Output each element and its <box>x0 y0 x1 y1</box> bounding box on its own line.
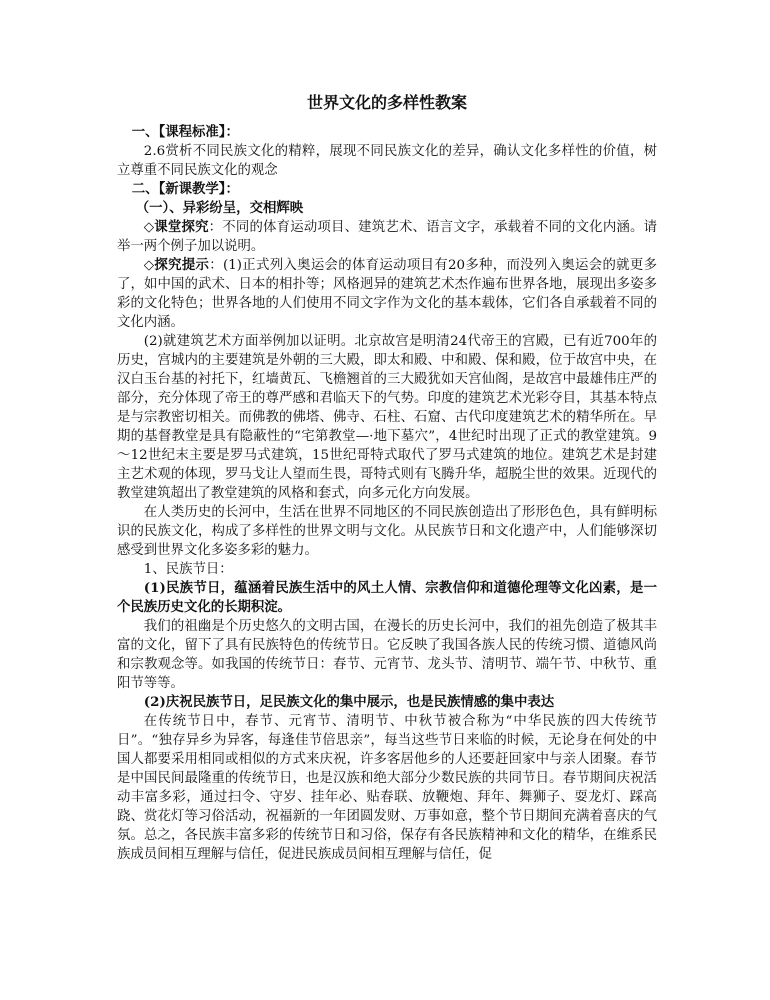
history-paragraph: 在人类历史的长河中，生活在世界不同地区的不同民族创造出了形形色色，具有鲜明标识的民族文化，构成了多样性的世界文明与文化。从民族节日和文化遗产中，人们能够深切感受到世界文化多姿多彩的魅力。 <box>117 505 657 558</box>
festival-point-2: (2)庆祝民族节日，足民族文化的集中展示，也是民族情感的集中表达 <box>143 694 555 710</box>
classroom-exploration-text: ：不同的体育运动项目、建筑艺术、语言文字，承载着不同的文化内涵。请举一两个例子加以说明。 <box>117 220 657 254</box>
exploration-hint-label: ◇探究提示 <box>143 257 210 273</box>
festival-point-1: (1)民族节日，蕴涵着民族生活中的风土人情、宗教信仰和道德伦理等文化凶素，是一个民族历史文化的长期积淀。 <box>117 580 657 615</box>
document-page <box>117 92 657 864</box>
subsection-heading-diversity: （一）、异彩纷呈，交相辉映 <box>135 200 304 216</box>
festival-paragraph-1: 我们的祖幽是个历史悠久的文明古国，在漫长的历史长河中，我们的祖先创造了极其丰富的文化，留下了具有民族特色的传统节日。它反映了我国各族人民的传统习惯、道德风尚和宗教观念等。如我国的传统节日：春节、元宵节、龙头节、清明节、端午节、中秋节、重阳节等等。 <box>117 619 657 691</box>
exploration-hint-paragraph <box>117 256 657 332</box>
classroom-exploration-paragraph <box>117 218 657 256</box>
classroom-exploration-label: ◇课堂探究 <box>143 219 209 235</box>
festival-paragraph-2: 在传统节日中，春节、元宵节、清明节、中秋节被合称为“中华民族的四大传统节日”。“独存异乡为异客，每逢佳节倍思亲”，每当这些节日来临的时候，无论身在何处的中国人都要采用相同或相似的方式来庆祝，许多客居他乡的人还要赶回家中与亲人团聚。春节是中国民间最隆重的传统节日，也是汉族和绝大部分少数民族的共同节日。春节期间庆祝活动丰富多彩，通过扫令、守岁、挂年必、贴春联、放鞭炮、拜年、舞狮子、耍龙灯、踩高跷、赏花灯等习俗活动，祝福新的一年团圆发财、万事如意，整个节日期间充满着喜庆的气氛。总之，各民族丰富多彩的传统节日和习俗，保存有各民族精神和文化的精华，在维系民族成员间相互理解与信任，促进民族成员间相互理解与信任，促 <box>117 714 657 862</box>
section-heading-standards: 一、【课程标准】： <box>131 124 239 140</box>
exploration-hint-text: ：(1)正式列入奥运会的体育运动项目有20多种，而没列入奥运会的就更多了，如中国的武术、日本的相扑等；风格迥异的建筑艺术杰作遍布世界各地，展现出多姿多彩的文化特色；世界各地的人们使用不同文字作为文化的基本载体，它们各自承载着不同的文化内涵。 <box>117 258 657 330</box>
architecture-paragraph: (2)就建筑艺术方面举例加以证明。北京故宫是明清24代帝王的宫殿，已有近700年的历史，宫城内的主要建筑是外朝的三大殿，即太和殿、中和殿、保和殿，位于故宫中央，在汉白玉台基的衬托下，红墙黄瓦、飞檐翘首的三大殿犹如天宫仙阁，是故宫中最雄伟庄严的部分，充分体现了帝王的尊严感和君临天下的气势。印度的建筑艺术光彩夺目，其基本特点是与宗教密切相关。而佛教的佛塔、佛寺、石柱、石窟、古代印度建筑艺术的精华所在。早期的基督教堂是具有隐蔽性的“宅第教堂—·地下墓穴”，4世纪时出现了正式的教堂建筑。9～12世纪末主要是罗马式建筑，15世纪哥特式取代了罗马式建筑的地位。建筑艺术是封建主艺术观的体现，罗马戈让人望而生畏，哥特式则有飞腾升华，超脱尘世的效果。近现代的教堂建筑超出了教堂建筑的风格和套式，向多元化方向发展。 <box>117 334 657 501</box>
standards-text: 2.6赏析不同民族文化的精粹，展现不同民族文化的差异，确认文化多样性的价值，树立尊重不同民族文化的观念 <box>117 144 657 178</box>
section-heading-new-lesson: 二、【新课教学】： <box>131 181 239 197</box>
festival-heading: 1、民族节日： <box>143 562 233 577</box>
document-title: 世界文化的多样性教案 <box>306 93 467 112</box>
